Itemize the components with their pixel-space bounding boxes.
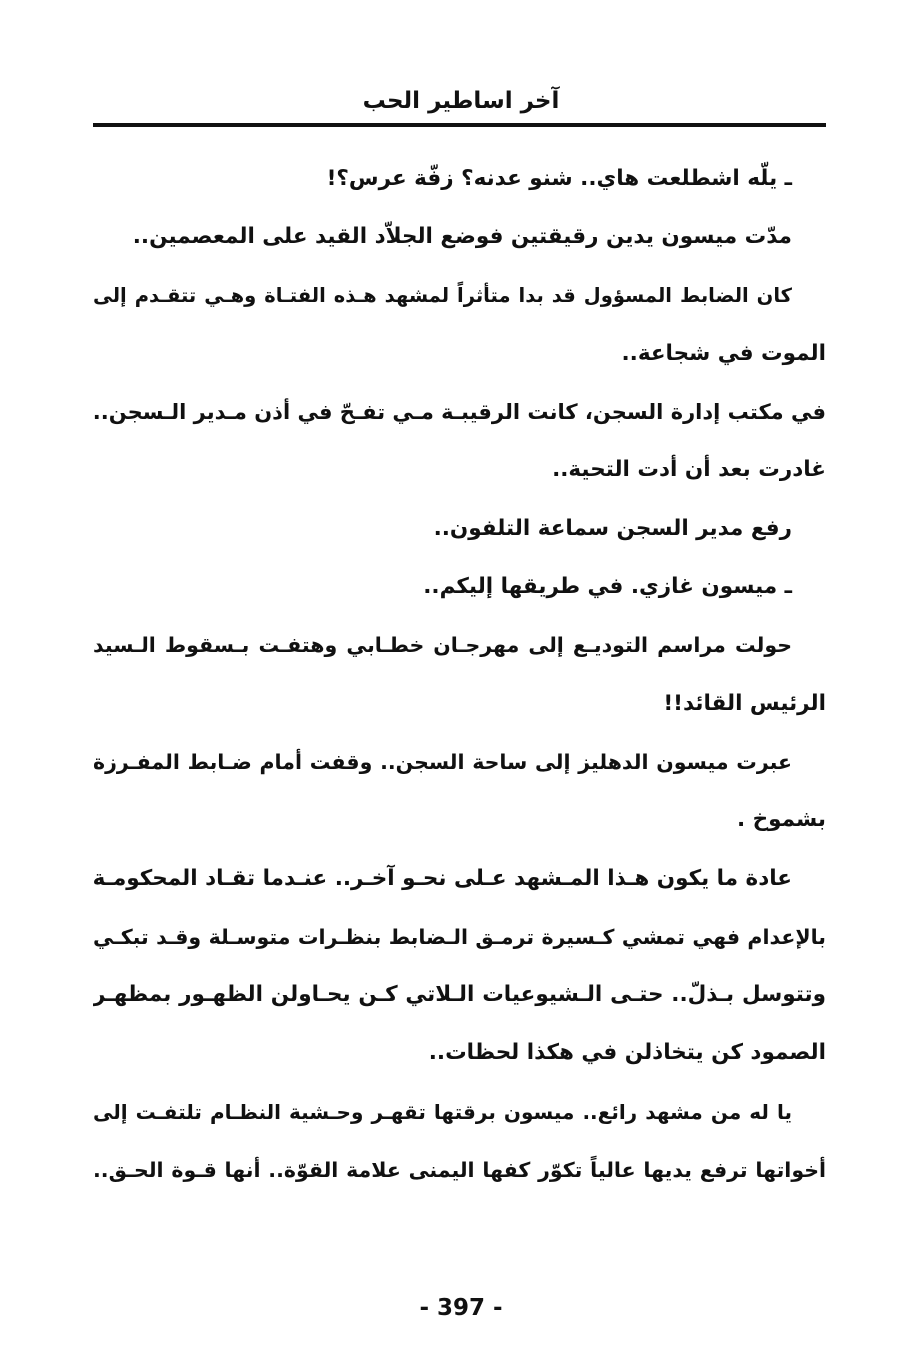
text-line: في مكتب إدارة السجن، كانت الرقيبـة مـي تفـحّ في أذن مـدير الـسجن.. (93, 400, 826, 425)
text-line: الصمود كن يتخاذلن في هكذا لحظات.. (428, 1040, 826, 1066)
body-text (93, 150, 826, 1199)
running-header: آخر اساطير الحب (362, 88, 560, 114)
text-line: كان الضابط المسؤول قد بدا متأثراً لمشهد هـذه الفتـاة وهـي تتقـدم إلى (93, 283, 792, 307)
text-line: حولت مراسم التوديـع إلى مهرجـان خطـابي وهتفـت بـسقوط الـسيد (93, 633, 792, 658)
text-line: أخواتها ترفع يديها عالياً تكوّر كفها اليمنى علامة القوّة.. أنها قـوة الحـق.. (93, 1158, 826, 1183)
text-line: وتتوسل بـذلّ.. حتـى الـشيوعيات الـلاتي كـن يحـاولن الظهـور بمظهـر (93, 982, 826, 1008)
text-line: ـ ميسون غازي. في طريقها إليكم.. (423, 574, 792, 600)
text-line: الموت في شجاعة.. (621, 340, 826, 366)
text-line: يا له من مشهد رائع.. ميسون برقتها تقهـر وحـشية النظـام تلتفـت إلى (93, 1099, 792, 1124)
text-line: مدّت ميسون يدين رقيقتين فوضع الجلاّد القيد على المعصمين.. (132, 224, 792, 250)
text-line: بشموخ . (737, 807, 826, 833)
text-line: ـ يلّه اشطلعت هاي.. شنو عدنه؟ زفّة عرس؟! (326, 166, 792, 191)
header-rule (93, 123, 826, 127)
page-number: - 397 - (419, 1295, 503, 1321)
text-line: رفع مدير السجن سماعة التلفون.. (433, 515, 792, 541)
text-line: غادرت بعد أن أدت التحية.. (552, 457, 826, 483)
text-line: بالإعدام فهي تمشي كـسيرة ترمـق الـضابط بنظـرات متوسـلة وقـد تبكـي (93, 924, 826, 949)
text-line: عادة ما يكون هـذا المـشهد عـلى نحـو آخـر.. عنـدما تقـاد المحكومـة (93, 865, 792, 891)
text-line: الرئيس القائد!! (663, 690, 826, 716)
text-line: عبرت ميسون الدهليز إلى ساحة السجن.. وقفت أمام ضـابط المفـرزة (93, 749, 792, 774)
